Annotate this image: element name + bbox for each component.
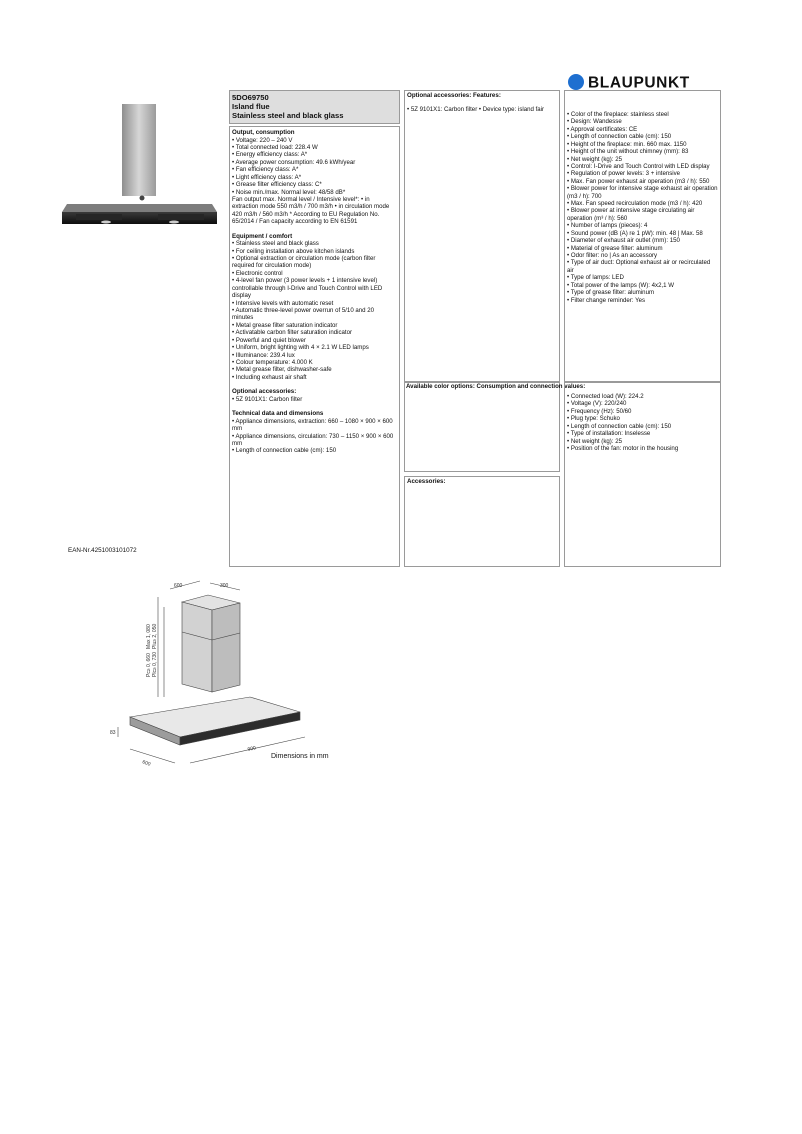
optional-accessories-title: Optional accessories: (232, 388, 297, 396)
optional-accessory-line: • 5Z 9101X1: Carbon filter (232, 395, 303, 403)
output-line: • Light efficiency class: A* (232, 173, 302, 181)
accessories-title: Accessories: (407, 478, 446, 485)
accessories-box (404, 476, 560, 567)
feature-line: • Sound power (dB (A) re 1 pW): min. 48 | Max. 58 (567, 229, 703, 237)
output-line: • Noise min./max. Normal level: 48/58 dB* (232, 188, 346, 196)
optional-features-title: Optional accessories: Features: (407, 92, 501, 99)
equipment-line: • Metal grease filter, dishwasher-safe (232, 366, 332, 374)
feature-line: • Design: Wandesse (567, 118, 622, 126)
equipment-line: • Electronic control (232, 269, 283, 277)
equipment-line: • Colour temperature: 4.000 K (232, 358, 313, 366)
connection-line: • Frequency (Hz): 50/60 (567, 407, 632, 415)
equipment-line: • For ceiling installation above kitchen islands (232, 247, 355, 255)
connection-line: • Position of the fan: motor in the housing (567, 444, 679, 452)
connection-line: • Net weight (kg): 25 (567, 437, 622, 445)
brand-name: BLAUPUNKT (588, 74, 690, 92)
feature-line: • Height of the fireplace: min. 660 max. 1150 (567, 140, 687, 148)
output-line: • Total connected load: 228.4 W (232, 143, 318, 151)
feature-line: • Number of lamps (pieces): 4 (567, 222, 648, 230)
feature-line: • Control: I-Drive and Touch Control with LED display (567, 162, 710, 170)
ean-number: EAN-Nr.4251003101072 (68, 547, 137, 554)
dim-vertical-1: Pc≥ 0, 660 (146, 653, 152, 677)
features-box (564, 90, 721, 382)
output-line: • Voltage: 220 – 240 V (232, 136, 293, 144)
product-type: Island flue (232, 102, 270, 112)
feature-line: • Approval certificates: CE (567, 125, 638, 133)
connection-line: • Type of installation: Inselesse (567, 430, 651, 438)
equipment-line: • Optional extraction or circulation mode (carbon filter required for circulation mode) (232, 255, 376, 270)
dim-top-left: 600 (174, 583, 183, 589)
output-line: • Grease filter efficiency class: C* (232, 181, 322, 189)
connection-values-box (564, 382, 721, 567)
connection-line: • Connected load (W): 224.2 (567, 393, 644, 400)
dim-vertical-4: Plu≥ 2, 050 (152, 623, 158, 649)
dim-vertical-3: Plc≥ 0, 730 (152, 652, 158, 677)
feature-line: • Filter change reminder: Yes (567, 296, 646, 304)
output-line: • Energy efficiency class: A* (232, 151, 308, 159)
feature-line: • Type of air duct: Optional exhaust air or recirculated air (567, 259, 711, 274)
feature-line: • Odor filter: no | As an accessory (567, 252, 658, 260)
output-line: Fan output max. Normal level / Intensive level*: • in extraction mode 550 m3/h / 700 m3/h • in circulation mode 420 m3/h / 560 m3/h * According to EU Regulation No. 65/2014 / Fan capacity according to EN 61591 (232, 195, 390, 226)
connection-line: • Length of connection cable (cm): 150 (567, 422, 672, 430)
diagram-caption: Dimensions in mm (271, 753, 329, 760)
feature-line: • Diameter of exhaust air outlet (mm): 150 (567, 237, 680, 245)
brand-logo (566, 72, 720, 92)
feature-line: • Max. Fan power exhaust air operation (m3 / h): 550 (567, 177, 710, 185)
equipment-line: • Activatable carbon filter saturation indicator (232, 329, 353, 337)
optional-features-box (404, 90, 560, 382)
technical-title: Technical data and dimensions (232, 410, 324, 418)
dim-width: 900 (247, 745, 257, 753)
equipment-title: Equipment / comfort (232, 232, 293, 240)
output-line: • Average power consumption: 49.6 kWh/year (232, 158, 356, 166)
model-number: 5DO69750 (232, 93, 269, 102)
connection-line: • Voltage (V): 220/240 (567, 400, 627, 408)
connection-line: • Plug type: Schuko (567, 415, 620, 423)
product-title-block (229, 90, 400, 124)
feature-line: • Length of connection cable (cm): 150 (567, 133, 672, 141)
color-options-title: Available color options: Consumption and connection values: (406, 383, 586, 390)
feature-line: • Regulation of power levels: 3 + intensive (567, 170, 681, 178)
equipment-line: • Automatic three-level power overrun of 5/10 and 20 minutes (232, 306, 375, 322)
dim-depth: 600 (141, 759, 152, 767)
equipment-line: • Illuminance: 239.4 lux (232, 351, 295, 359)
feature-line: • Color of the fireplace: stainless steel (567, 111, 669, 118)
brand-logo-dot (568, 74, 584, 90)
product-finish: Stainless steel and black glass (232, 111, 344, 121)
feature-line: • Type of grease filter: aluminum (567, 289, 655, 297)
feature-line: • Type of lamps: LED (567, 274, 624, 282)
technical-line: • Appliance dimensions, extraction: 660 – 1080 × 900 × 600 mm (232, 417, 393, 433)
dim-vertical-2: Max 1, 080 (146, 624, 152, 649)
equipment-line: • Uniform, bright lighting with 4 × 2.1 W LED lamps (232, 344, 369, 352)
output-title: Output, consumption (232, 129, 295, 136)
feature-line: • Blower power for intensive stage exhaust air operation (m3 / h): 700 (567, 185, 718, 200)
color-options-box (404, 382, 560, 472)
main-specifications (229, 126, 400, 567)
feature-line: • Blower power at intensive stage circulating air operation (m³ / h): 560 (567, 207, 695, 222)
technical-line: • Appliance dimensions, circulation: 730 – 1150 × 900 × 600 mm (232, 432, 394, 448)
equipment-line: • Intensive levels with automatic reset (232, 299, 334, 307)
dim-top-right: 300 (220, 583, 229, 589)
feature-line: • Height of the unit without chimney (mm): 83 (567, 148, 689, 156)
equipment-line: • Including exhaust air shaft (232, 373, 307, 381)
feature-line: • Max. Fan speed recirculation mode (m3 / h): 420 (567, 200, 703, 208)
equipment-line: • Metal grease filter saturation indicator (232, 321, 338, 329)
feature-line: • Net weight (kg): 25 (567, 155, 622, 163)
equipment-line: • Stainless steel and black glass (232, 240, 319, 248)
dimension-diagram (100, 577, 330, 767)
feature-line: • Total power of the lamps (W): 4x2,1 W (567, 281, 675, 289)
dim-side: 83 (110, 730, 116, 736)
equipment-line: • Powerful and quiet blower (232, 336, 306, 344)
equipment-line: • 4-level fan power (3 power levels + 1 intensive level) controllable through I-Drive and Touch Control with LED display (232, 277, 383, 300)
feature-line: • Material of grease filter: aluminum (567, 244, 663, 252)
technical-line: • Length of connection cable (cm): 150 (232, 447, 337, 455)
optional-features-text: • 5Z 9101X1: Carbon filter • Device type: island fair (407, 105, 545, 113)
product-image (62, 96, 222, 238)
output-line: • Fan efficiency class: A* (232, 166, 299, 174)
